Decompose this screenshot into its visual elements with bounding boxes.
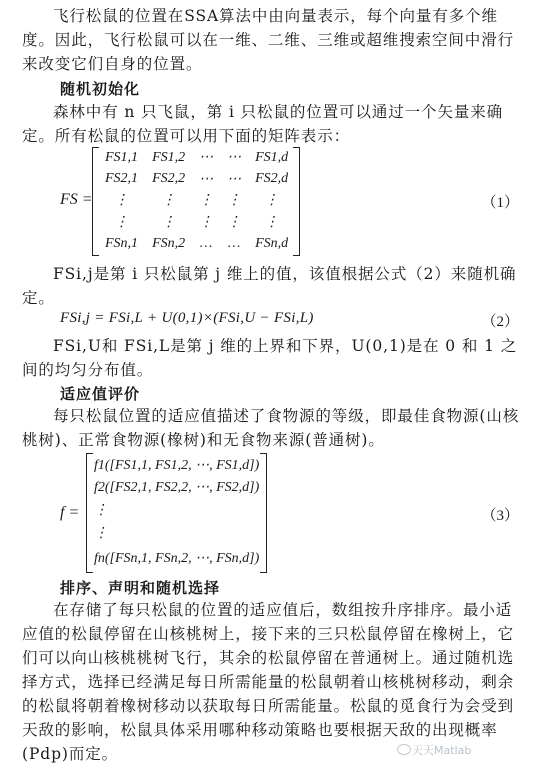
intro-paragraph: 飞行松鼠的位置在SSA算法中由向量表示，每个向量有多个维度。因此，飞行松鼠可以在一维、二维、三维或超维搜索空间中滑行来改变它们自身的位置。 <box>22 7 515 73</box>
fsij-paragraph: FSi,j是第 i 只松鼠第 j 维上的值，该值根据公式（2）来随机确定。 <box>22 265 517 307</box>
eq3-right-bracket <box>260 453 267 573</box>
fitness-paragraph: 每只松鼠位置的适应值描述了食物源的等级，即最佳食物源(山核桃树)、正常食物源(橡树)和无食物来源(普通树)。 <box>22 407 520 449</box>
eq1-matrix-cell: ⋮ <box>227 214 242 230</box>
heading-sort-select: 排序、声明和随机选择 <box>60 579 221 597</box>
bounds-paragraph: FSi,U和 FSi,L是第 j 维的上界和下界，U(0,1)是在 0 和 1 之间的均匀分布值。 <box>22 337 518 379</box>
eq1-matrix-cell: ⋮ <box>264 193 279 209</box>
eq3-row-5: fn([FSn,1, FSn,2, ⋯, FSn,d]) <box>94 551 260 566</box>
eq1-matrix-cell: ⋮ <box>161 214 176 230</box>
eq1-matrix-cell: ⋮ <box>161 193 176 209</box>
eq1-matrix-cell: FSn,2 <box>152 235 186 251</box>
eq1-matrix-cell: ⋯ <box>199 171 214 187</box>
eq1-matrix-cell: FSn,d <box>255 235 289 251</box>
eq1-matrix-row <box>98 169 295 191</box>
eq3-lhs: f = <box>60 504 80 521</box>
eq1-matrix-row <box>98 233 295 255</box>
eq1-matrix-cell: ⋮ <box>227 193 242 209</box>
eq1-matrix-cell: FS2,2 <box>152 171 186 187</box>
eq1-matrix-cell: ⋯ <box>227 171 242 187</box>
eq1-matrix-row <box>98 190 295 212</box>
eq1-matrix-cell: ⋯ <box>199 150 214 166</box>
eq1-number: （1） <box>481 195 519 211</box>
wechat-icon <box>397 744 411 755</box>
eq1-lhs: FS = <box>60 191 93 208</box>
eq1-matrix-row <box>98 147 295 169</box>
heading-fitness: 适应值评价 <box>60 385 141 403</box>
watermark: 天天Matlab <box>412 744 472 757</box>
eq2-formula: FSi,j = FSi,L + U(0,1)×(FSi,U − FSi,L) <box>60 310 314 326</box>
eq1-matrix-cell: … <box>227 235 241 251</box>
init-paragraph: 森林中有 n 只飞鼠，第 i 只松鼠的位置可以通过一个矢量来确定。所有松鼠的位置可以用下面的矩阵表示： <box>22 103 504 145</box>
eq1-matrix-cell: FS1,2 <box>152 149 186 165</box>
eq2-number: （2） <box>481 314 519 330</box>
eq1-matrix <box>98 147 295 255</box>
eq3-number: （3） <box>481 508 519 524</box>
eq1-matrix-cell: … <box>199 235 213 251</box>
heading-random-init: 随机初始化 <box>60 80 141 98</box>
eq3-row-1: f1([FS1,1, FS1,2, ⋯, FS1,d]) <box>94 458 260 473</box>
eq1-matrix-cell: ⋮ <box>264 214 279 230</box>
eq1-matrix-cell: ⋮ <box>199 193 214 209</box>
eq3-row-2: f2([FS2,1, FS2,2, ⋯, FS2,d]) <box>94 480 260 495</box>
eq3-row-4: ⋮ <box>94 526 108 541</box>
eq1-matrix-cell: ⋮ <box>114 214 129 230</box>
eq1-matrix-cell: ⋯ <box>227 150 242 166</box>
eq1-matrix-cell: FS2,1 <box>105 171 139 187</box>
eq1-matrix-row <box>98 212 295 234</box>
eq1-matrix-table <box>98 147 295 255</box>
sort-paragraph: 在存储了每只松鼠的位置的适应值后，数组按升序排序。最小适应值的松鼠停留在山核桃树上，接下来的三只松鼠停留在橡树上，它们可以向山核桃桃树飞行，其余的松鼠停留在普通树上。通过随机选择方式，选择已经满足每日所需能量的松鼠朝着山核桃树移动，剩余的松鼠将朝着橡树移动以获取每日所需能量。松鼠的觅食行为会受到天敌的影响，松鼠具体采用哪种移动策略也要根据天敌的出现概率(Pdp)而定。 <box>22 601 515 763</box>
eq1-matrix-cell: FSn,1 <box>105 235 139 251</box>
eq1-matrix-cell: FS1,1 <box>105 149 139 165</box>
eq1-matrix-cell: ⋮ <box>114 193 129 209</box>
eq1-matrix-cell: FS2,d <box>255 171 289 187</box>
eq1-matrix-cell: ⋮ <box>199 214 214 230</box>
eq3-row-3: ⋮ <box>94 503 108 518</box>
eq1-matrix-cell: FS1,d <box>255 149 289 165</box>
eq3-left-bracket <box>86 453 93 573</box>
